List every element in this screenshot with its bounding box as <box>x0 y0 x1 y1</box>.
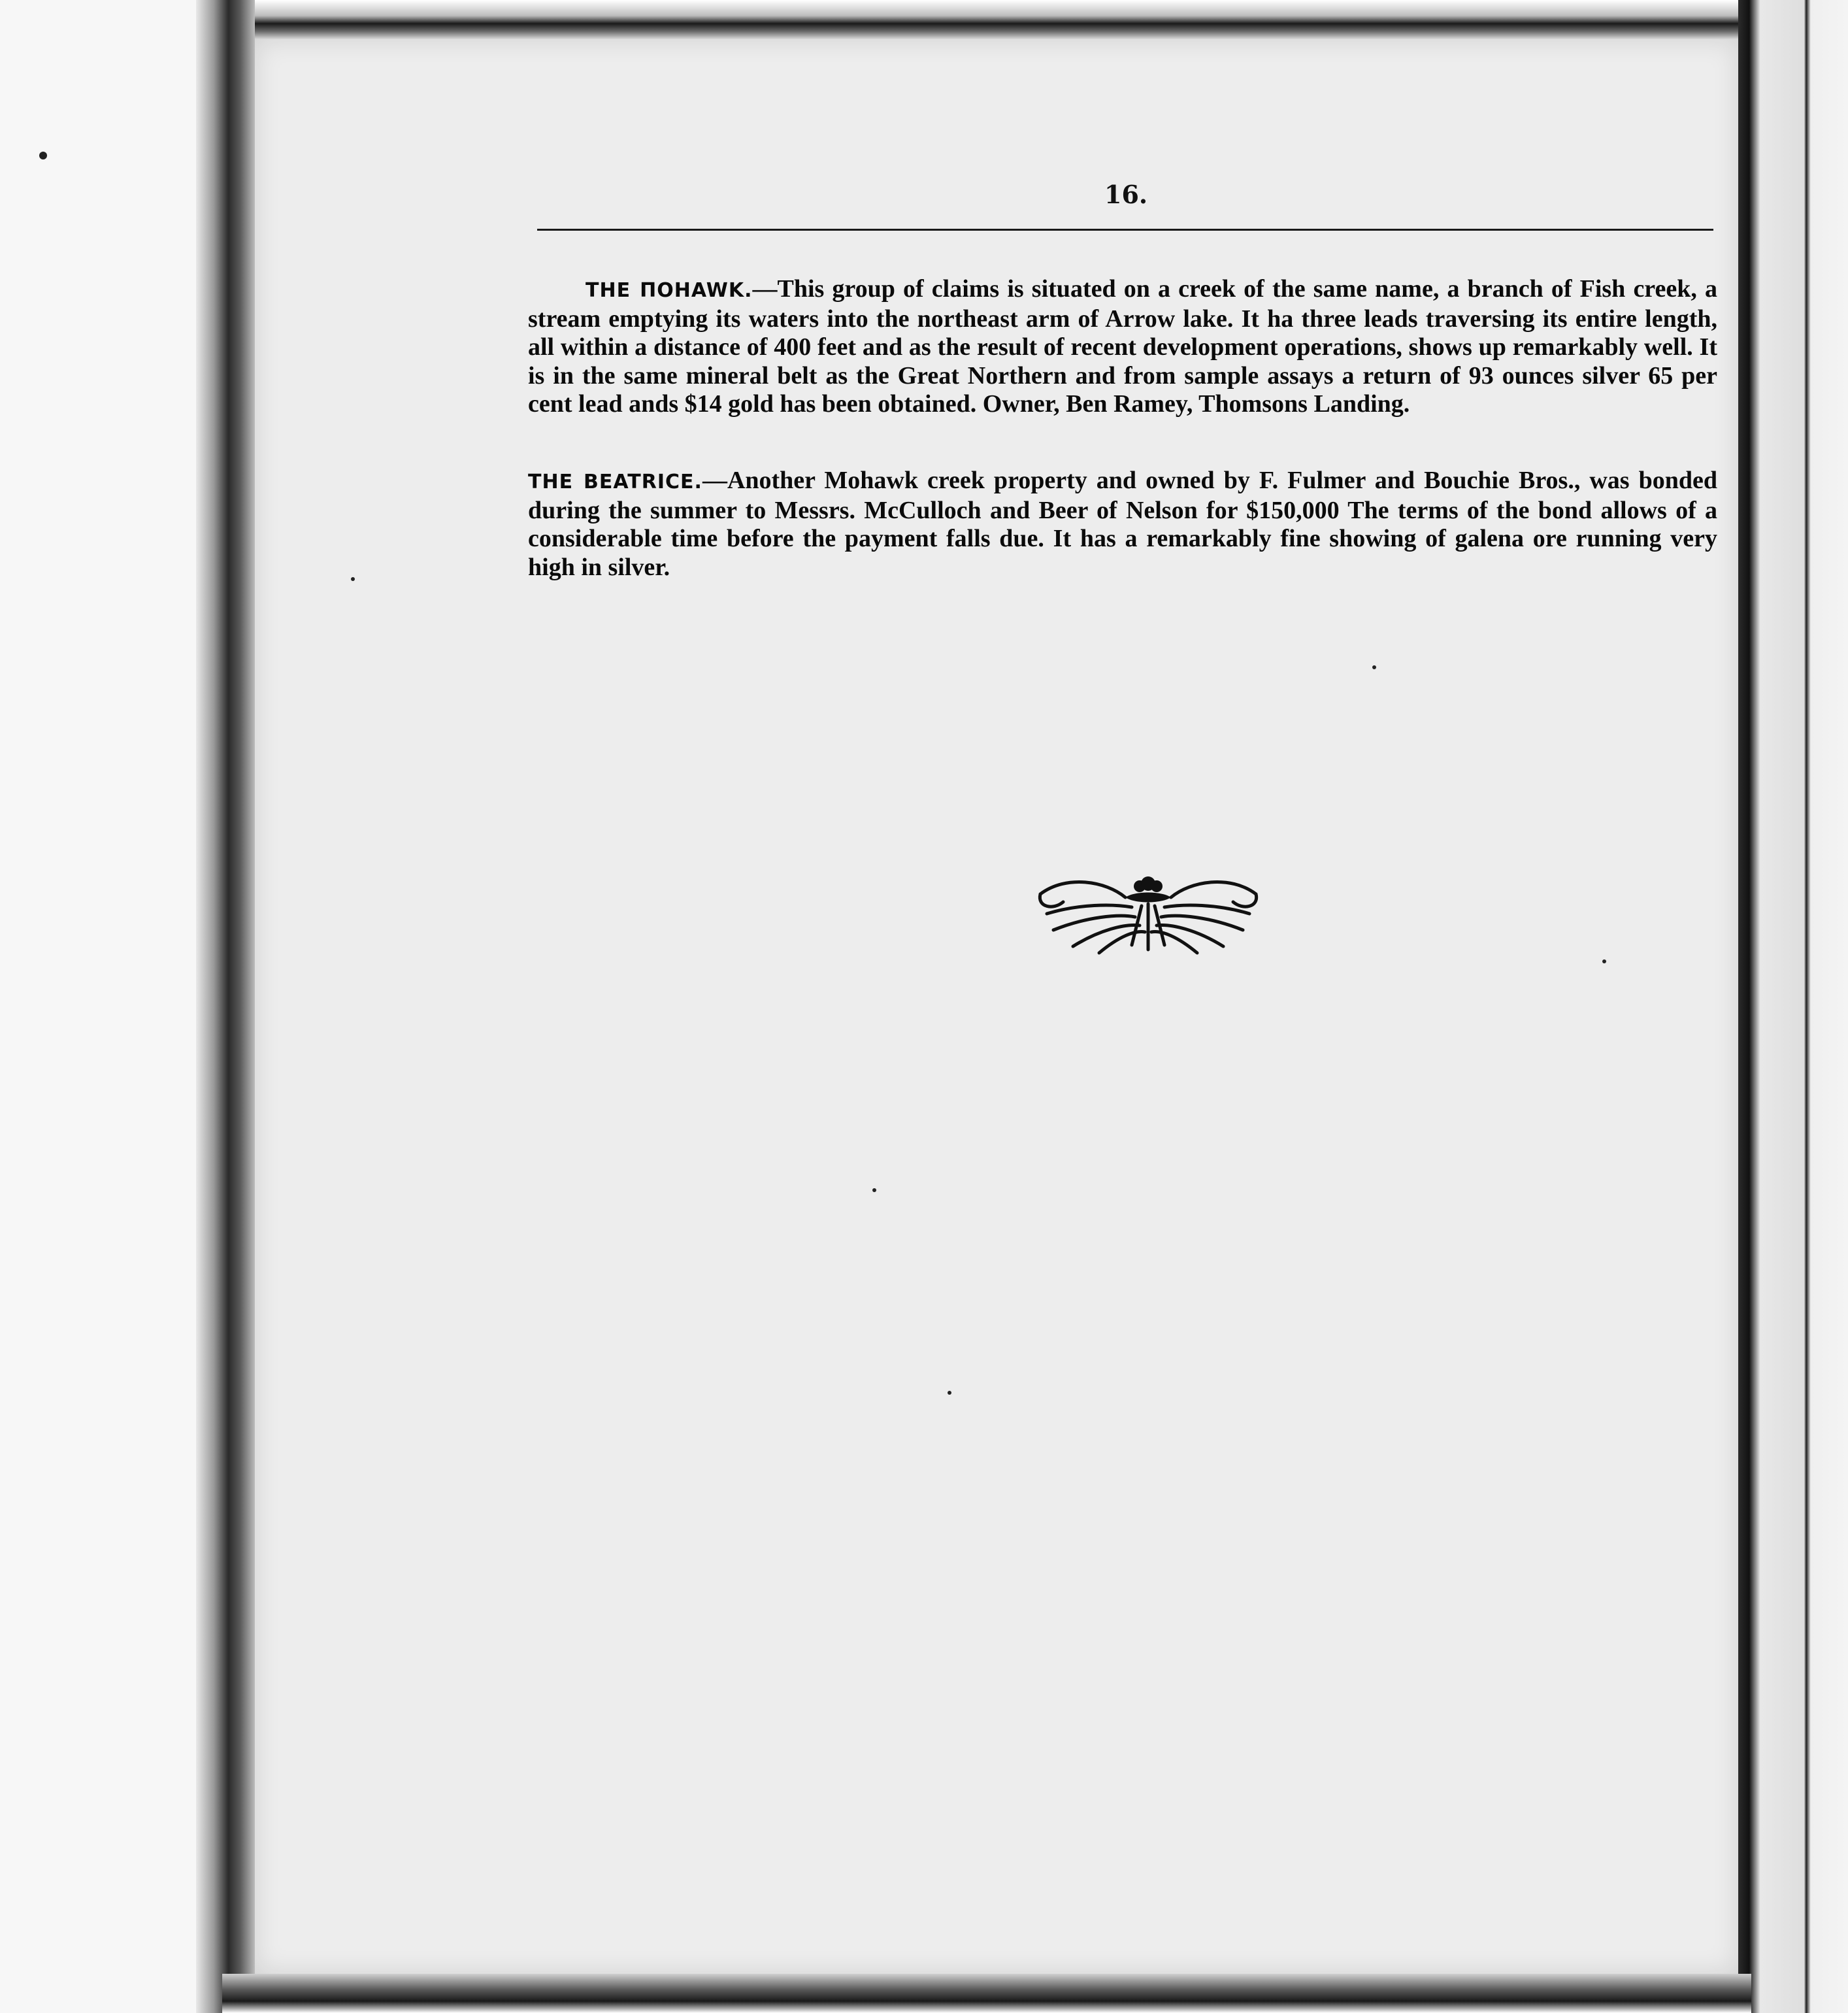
page-top-edge <box>222 0 1751 39</box>
scan-speck <box>872 1188 876 1192</box>
scan-speck <box>1602 959 1606 963</box>
fleuron-ornament-icon <box>1027 868 1269 959</box>
scan-speck <box>1372 665 1376 669</box>
page-bottom-edge <box>222 1974 1751 2013</box>
article-body: —This group of claims is situated on a creek of the same name, a branch of Fish creek, a stream emptying its waters into the northeast arm of Arrow lake. It ha three leads traversing its entire length, all within a distance of 400 feet and as the result of recent development operations, shows up remarkably well. It is in the same mineral belt as the Great Northern and from sample assays a return of 93 ounces silver 65 per cent lead ands $14 gold has been obtained. Owner, Ben Ramey, Thomsons Landing. <box>528 275 1717 418</box>
article-heading: THE ΠOHAWK. <box>586 279 753 302</box>
scan-speck <box>39 152 47 159</box>
binding-edge <box>196 0 255 2013</box>
article-heading: THE BEATRICE. <box>528 471 702 493</box>
article-mohawk <box>528 275 1717 419</box>
page-right-edge <box>1738 0 1848 2013</box>
scan-speck <box>351 577 355 581</box>
page-number: 16. <box>1104 180 1148 209</box>
header-rule <box>537 229 1713 231</box>
scan-speck <box>948 1391 951 1395</box>
article-beatrice <box>528 467 1717 582</box>
article-body: —Another Mohawk creek property and owned by F. Fulmer and Bouchie Bros., was bonded during the summer to Messrs. McCulloch and Beer of Nelson for $150,000 The terms of the bond allows of a considerable time before the payment falls due. It has a remarkably fine showing of galena ore running very high in silver. <box>528 467 1718 581</box>
